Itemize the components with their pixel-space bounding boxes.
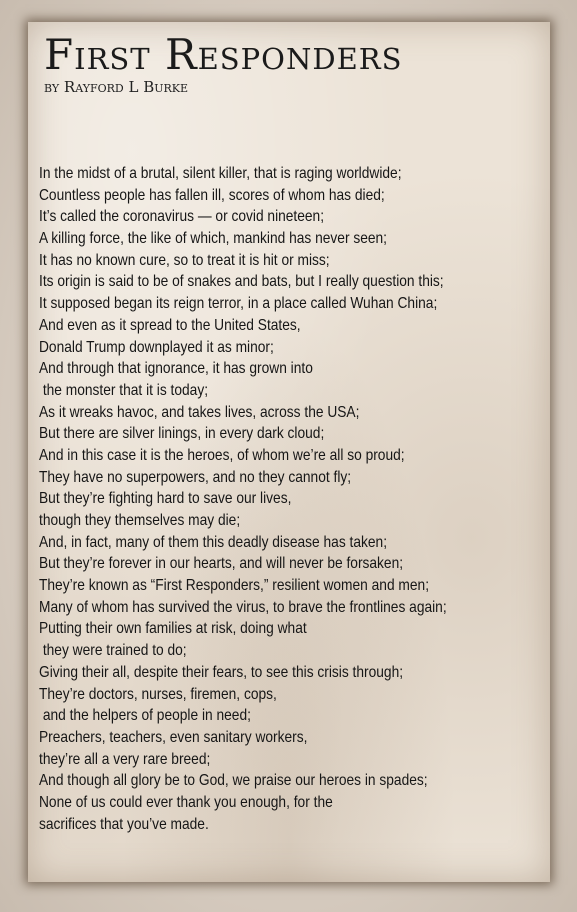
poem-byline: by Rayford L Burke (44, 78, 189, 96)
poem-line: they’re all a very rare breed; (39, 750, 211, 768)
poem-line: they were trained to do; (39, 642, 187, 660)
poem-line: the monster that it is today; (39, 381, 209, 399)
poem-line: Many of whom has survived the virus, to brave the frontlines again; (39, 598, 447, 616)
poem-line: But they’re fighting hard to save our lives, (39, 490, 292, 508)
poem-line: sacrifices that you’ve made. (39, 815, 209, 833)
poem-line: And even as it spread to the United States, (39, 316, 301, 334)
poem-line: It has no known cure, so to treat it is hit or miss; (39, 251, 330, 269)
poem-line: Donald Trump downplayed it as minor; (39, 338, 274, 356)
poem-body (39, 163, 544, 835)
poem-line: Preachers, teachers, even sanitary workers, (39, 728, 308, 746)
poem-line: And through that ignorance, it has grown into (39, 360, 313, 378)
poem-line: A killing force, the like of which, mankind has never seen; (39, 230, 388, 248)
poem-line: They’re doctors, nurses, firemen, cops, (39, 685, 277, 703)
poem-line: And in this case it is the heroes, of whom we’re all so proud; (39, 446, 405, 464)
poem-line: Putting their own families at risk, doing what (39, 620, 307, 638)
poem-title: First Responders (44, 30, 403, 79)
poem-line: They have no superpowers, and no they cannot fly; (39, 468, 352, 486)
poem-line: And though all glory be to God, we praise our heroes in spades; (39, 772, 428, 790)
poem-line: and the helpers of people in need; (39, 707, 251, 725)
poem-line: They’re known as “First Responders,” resilient women and men; (39, 577, 430, 595)
poem-line: Countless people has fallen ill, scores of whom has died; (39, 186, 385, 204)
poem-line: It’s called the coronavirus — or covid nineteen; (39, 208, 325, 226)
poem-line: But they’re forever in our hearts, and will never be forsaken; (39, 555, 404, 573)
poem-line: As it wreaks havoc, and takes lives, across the USA; (39, 403, 360, 421)
poem-line: In the midst of a brutal, silent killer, that is raging worldwide; (39, 165, 402, 182)
poem-line: It supposed began its reign terror, in a place called Wuhan China; (39, 295, 438, 313)
poem-line: Its origin is said to be of snakes and bats, but I really question this; (39, 273, 444, 291)
poem-line: though they themselves may die; (39, 512, 241, 529)
poem-line: None of us could ever thank you enough, for the (39, 793, 333, 811)
poem-line: Giving their all, despite their fears, to see this crisis through; (39, 663, 404, 681)
poem-line: And, in fact, many of them this deadly disease has taken; (39, 533, 388, 551)
poem-line: But there are silver linings, in every dark cloud; (39, 425, 325, 443)
